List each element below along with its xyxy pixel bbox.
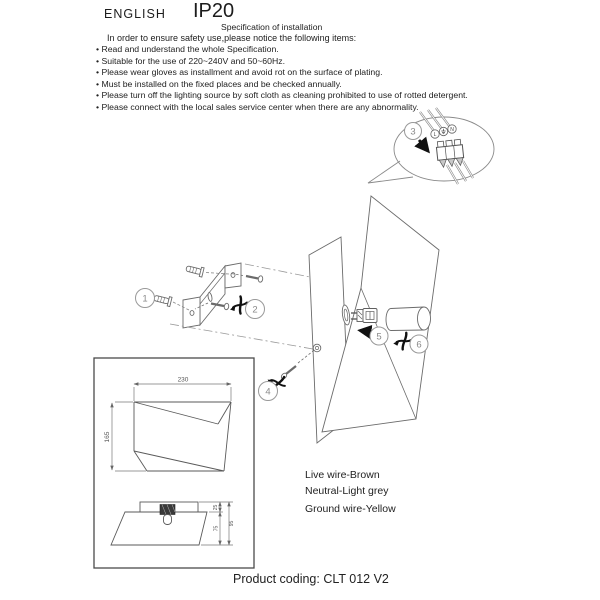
svg-text:1: 1 xyxy=(142,293,148,305)
safety-item: • Must be installed on the fixed places and be checked annually. xyxy=(96,78,342,89)
svg-text:5: 5 xyxy=(376,331,382,343)
fixing-screw xyxy=(280,350,315,380)
step-4-marker xyxy=(259,382,278,401)
neutral-wire-label: Neutral-Light grey xyxy=(305,485,389,497)
language-label: ENGLISH xyxy=(104,7,166,21)
fixing-screw-head xyxy=(313,344,321,352)
bulb-top xyxy=(164,515,172,525)
alignment-line xyxy=(170,324,313,349)
wall-anchor xyxy=(153,293,172,306)
terminal-detail-balloon xyxy=(368,108,494,184)
step-3-marker xyxy=(405,123,422,140)
body-depth-label: 75 xyxy=(213,525,220,532)
svg-text:3: 3 xyxy=(410,126,416,138)
svg-text:6: 6 xyxy=(416,339,422,351)
glass-diffuser xyxy=(386,307,431,331)
section-title: Specification of installation xyxy=(221,22,323,32)
live-wire-label: Live wire-Brown xyxy=(305,469,380,481)
height-dimension-label: 165 xyxy=(104,431,111,443)
safety-item: • Suitable for the use of 220~240V and 50~60Hz. xyxy=(96,55,285,66)
width-dimension-label: 230 xyxy=(177,376,189,384)
neutral-terminal-label: N xyxy=(450,127,454,133)
lamp-outline-top xyxy=(111,512,207,545)
dimension-drawing xyxy=(94,358,254,568)
safety-item: • Please wear gloves as installment and avoid rot on the surface of plating. xyxy=(96,67,383,77)
bracket-web xyxy=(200,266,225,325)
safety-item: • Read and understand the whole Specification. xyxy=(96,44,279,54)
product-coding: Product coding: CLT 012 V2 xyxy=(233,572,389,586)
wall-anchor xyxy=(185,264,204,277)
safety-item: • Please connect with the local sales service center when there are any abnormality. xyxy=(96,101,419,112)
ground-wire-label: Ground wire-Yellow xyxy=(305,503,396,515)
step-2-marker xyxy=(246,300,265,319)
svg-text:2: 2 xyxy=(252,304,258,316)
alignment-line xyxy=(245,264,310,277)
turn-screw-icon xyxy=(230,297,247,314)
total-depth-label: 95 xyxy=(229,520,235,527)
step-6-marker xyxy=(410,335,428,353)
ip-rating-label: IP20 xyxy=(193,0,235,22)
svg-text:4: 4 xyxy=(265,386,271,398)
safety-item: • Please turn off the lighting source by soft cloth as cleaning prohibited to use of rotted detergent. xyxy=(96,90,468,100)
step-1-marker xyxy=(136,289,155,308)
lamp-body xyxy=(309,196,439,443)
bracket-depth-label: 25 xyxy=(213,504,219,511)
step-5-arrow-icon xyxy=(360,331,371,333)
step-5-marker xyxy=(370,327,388,345)
live-terminal-label: L xyxy=(433,132,437,138)
safety-intro: In order to ensure safety use,please notice the following items: xyxy=(107,33,357,43)
